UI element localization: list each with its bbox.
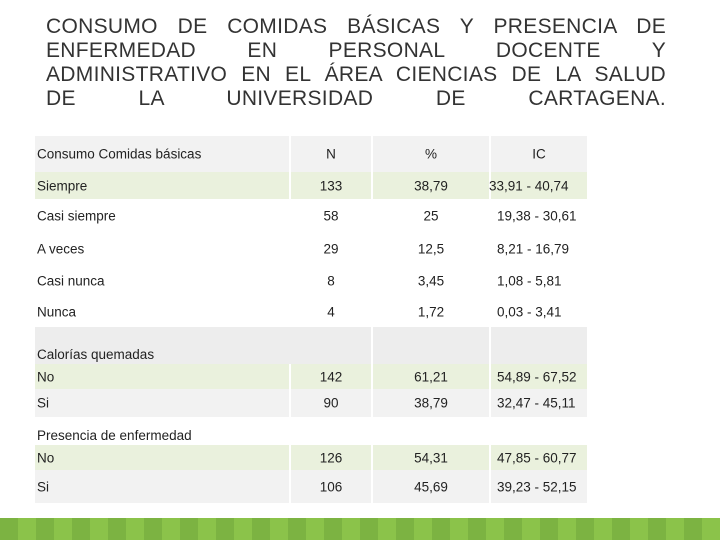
row-label: A veces [37, 241, 85, 256]
row-label: Siempre [37, 178, 88, 193]
section-row-enfermedad [35, 417, 587, 445]
row-ic: 1,08 - 5,81 [497, 273, 562, 288]
table-row [35, 296, 587, 327]
row-pct: 54,31 [414, 450, 448, 465]
table-row [35, 265, 587, 296]
row-n: 126 [319, 450, 343, 465]
row-ic: 47,85 - 60,77 [497, 450, 577, 465]
header-ic: IC [532, 146, 546, 162]
row-label: No [37, 450, 55, 465]
row-label: Si [37, 479, 50, 494]
row-label: Nunca [37, 304, 77, 319]
table-row [35, 389, 587, 417]
row-pct: 61,21 [414, 369, 448, 384]
row-n: 8 [327, 273, 335, 288]
row-n: 4 [327, 304, 335, 319]
row-ic: 39,23 - 52,15 [497, 479, 577, 494]
table-row [35, 232, 587, 265]
header-label: Consumo Comidas básicas [37, 146, 202, 162]
row-ic: 8,21 - 16,79 [497, 241, 570, 256]
row-pct: 12,5 [417, 241, 445, 256]
table-row [35, 470, 587, 503]
row-n: 58 [323, 208, 339, 223]
row-label: Casi siempre [37, 208, 116, 223]
row-n: 106 [319, 479, 343, 494]
table-row [35, 445, 587, 470]
section-title: Presencia de enfermedad [37, 428, 192, 443]
row-pct: 38,79 [414, 395, 448, 411]
row-ic: 33,91 - 40,74 [489, 178, 569, 193]
title-line-4: DE LA UNIVERSIDAD DE CARTAGENA. [46, 87, 666, 110]
row-n: 142 [319, 369, 343, 384]
section-row-calorias [35, 327, 587, 364]
row-label: No [37, 369, 55, 384]
row-n: 133 [319, 178, 343, 193]
row-n: 29 [323, 241, 339, 256]
row-ic: 54,89 - 67,52 [497, 369, 577, 384]
title-line-1: CONSUMO DE COMIDAS BÁSICAS Y PRESENCIA DE [46, 15, 666, 38]
title-line-3: ADMINISTRATIVO EN EL ÁREA CIENCIAS DE LA SALUD [46, 63, 666, 86]
table-row [35, 199, 587, 232]
section-title: Calorías quemadas [37, 347, 155, 362]
row-n: 90 [323, 395, 339, 411]
title-line-2: ENFERMEDAD EN PERSONAL DOCENTE Y [46, 39, 666, 62]
header-n: N [326, 146, 336, 162]
row-pct: 38,79 [414, 178, 448, 193]
table-row [35, 364, 587, 389]
table-row [35, 172, 587, 199]
row-label: Casi nunca [37, 273, 105, 288]
page-title [46, 15, 666, 111]
row-pct: 3,45 [417, 273, 445, 288]
row-label: Si [37, 395, 50, 411]
row-pct: 45,69 [414, 479, 448, 494]
row-ic: 0,03 - 3,41 [497, 304, 562, 319]
footer-bar [0, 518, 720, 540]
row-ic: 19,38 - 30,61 [497, 208, 577, 223]
header-pct: % [424, 146, 438, 162]
row-pct: 25 [423, 208, 439, 223]
row-pct: 1,72 [417, 304, 445, 319]
row-ic: 32,47 - 45,11 [497, 395, 576, 411]
table-header-row [35, 136, 587, 172]
data-table [35, 136, 587, 503]
